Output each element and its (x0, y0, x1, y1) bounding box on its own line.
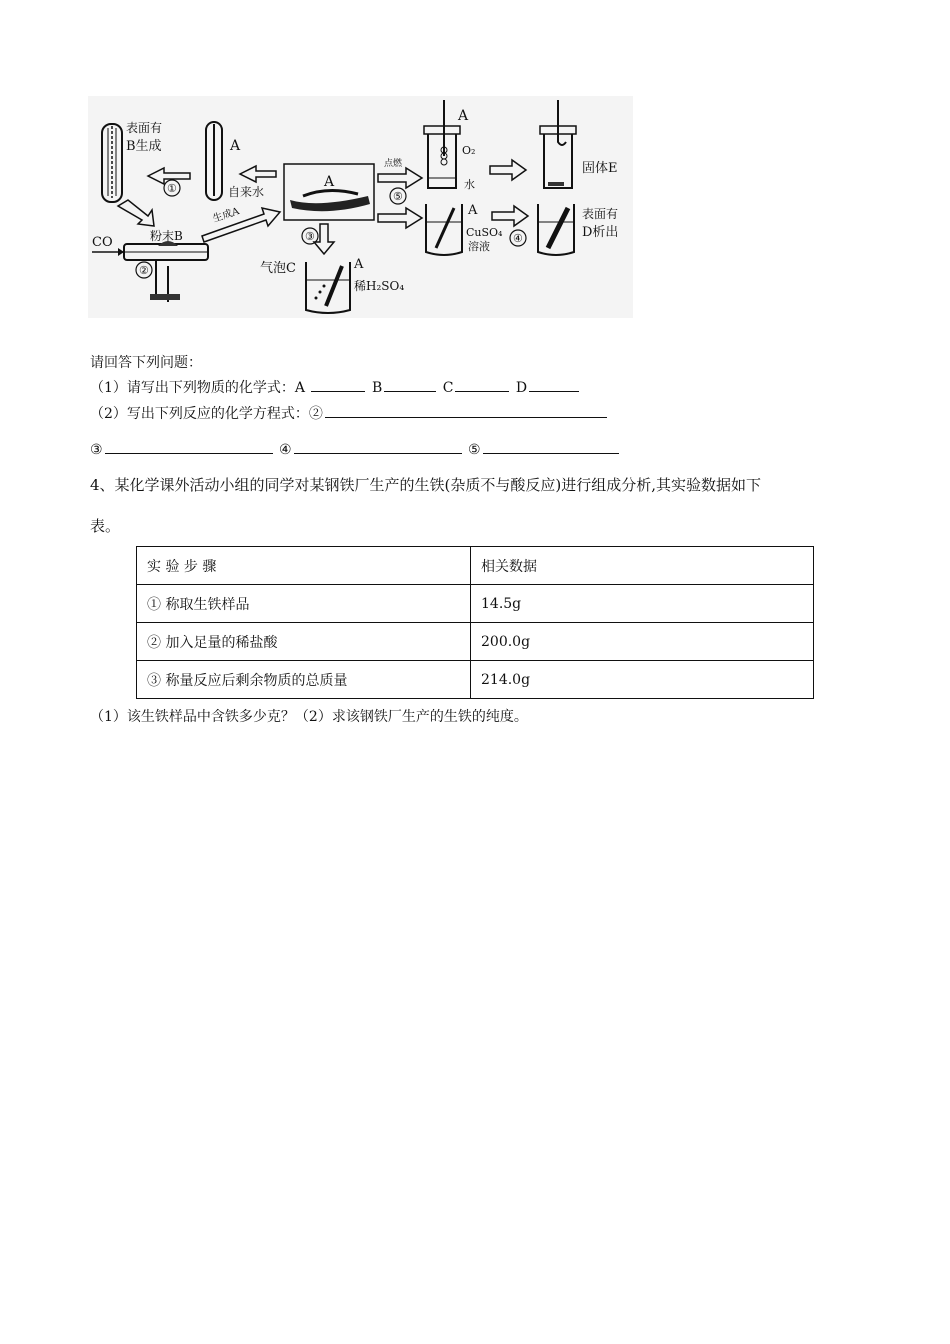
label-cuso4: CuSO₄ (466, 226, 503, 239)
table-header-steps: 实 验 步 骤 (137, 547, 471, 585)
label-tap-water: 自来水 (228, 185, 265, 199)
label-surface: 表面有 (126, 121, 163, 135)
table-cell-step: ② 加入足量的稀盐酸 (137, 623, 471, 661)
label-ignite: 点燃 (384, 159, 403, 169)
eq5-label: ⑤ (468, 442, 481, 458)
answer-blank-a[interactable] (311, 377, 365, 392)
label-powder-b: 粉末B (150, 229, 183, 243)
label-tube-a: A (230, 138, 241, 154)
problem4-subquestions: （1）该生铁样品中含铁多少克？（2）求该钢铁厂生产的生铁的纯度。 (90, 709, 528, 725)
experiment-data-table (136, 546, 814, 699)
table-header-row (137, 547, 814, 585)
problem4-text-line1: 4、某化学课外活动小组的同学对某钢铁厂生产的生铁(杂质不与酸反应)进行组成分析,其实验数据如下 (90, 476, 762, 494)
label-form-a: 生成A (211, 205, 241, 225)
step5-label: ⑤ (393, 190, 403, 203)
label-water: 水 (464, 178, 475, 191)
table-cell-step: ① 称取生铁样品 (137, 585, 471, 623)
equation-blank-3[interactable] (105, 439, 273, 454)
answer-blank-d[interactable] (529, 377, 579, 392)
label-co: CO (92, 235, 113, 250)
problem4-text-line2: 表。 (90, 517, 121, 535)
step3-label: ③ (305, 230, 315, 243)
table-cell-value: 214.0g (471, 661, 814, 699)
step4-label: ④ (513, 232, 523, 245)
table-row (137, 661, 814, 699)
equations-row (90, 439, 621, 458)
answer-blank-c[interactable] (455, 377, 509, 392)
label-tray-a: A (324, 174, 335, 190)
label-dilute-h2so4: 稀H₂SO₄ (354, 279, 405, 293)
q1-d: D (515, 380, 528, 396)
step1-label: ① (167, 182, 177, 195)
experiment-diagram (88, 96, 633, 318)
label-b-formed: B生成 (126, 139, 162, 154)
step2-label: ② (139, 264, 149, 277)
equation-blank-2[interactable] (325, 403, 607, 418)
q1-b: B (371, 380, 383, 396)
label-beaker4-a: A (468, 203, 478, 218)
label-d-precip: D析出 (582, 225, 619, 240)
label-bubble-c: 气泡C (260, 261, 296, 276)
table-cell-value: 200.0g (471, 623, 814, 661)
label-jar-a: A (458, 108, 469, 124)
equation-blank-5[interactable] (483, 439, 619, 454)
question-2 (90, 403, 609, 423)
eq3-label: ③ (90, 442, 103, 458)
questions-intro: 请回答下列问题： (90, 355, 202, 371)
q2-prefix: （2）写出下列反应的化学方程式：② (90, 406, 323, 422)
q1-c: C (442, 380, 454, 396)
equation-blank-4[interactable] (294, 439, 462, 454)
table-cell-step: ③ 称量反应后剩余物质的总质量 (137, 661, 471, 699)
table-cell-value: 14.5g (471, 585, 814, 623)
question-1 (90, 377, 581, 397)
answer-blank-b[interactable] (384, 377, 436, 392)
label-surface-has: 表面有 (582, 207, 619, 221)
eq4-label: ④ (279, 442, 292, 458)
table-row (137, 623, 814, 661)
table-header-data: 相关数据 (471, 547, 814, 585)
q1-prefix: （1）请写出下列物质的化学式：A (90, 380, 306, 396)
label-o2: O₂ (462, 144, 476, 157)
label-solid-e: 固体E (582, 161, 618, 176)
label-beaker3-a: A (354, 257, 364, 272)
label-solution: 溶液 (468, 240, 490, 253)
table-row (137, 585, 814, 623)
